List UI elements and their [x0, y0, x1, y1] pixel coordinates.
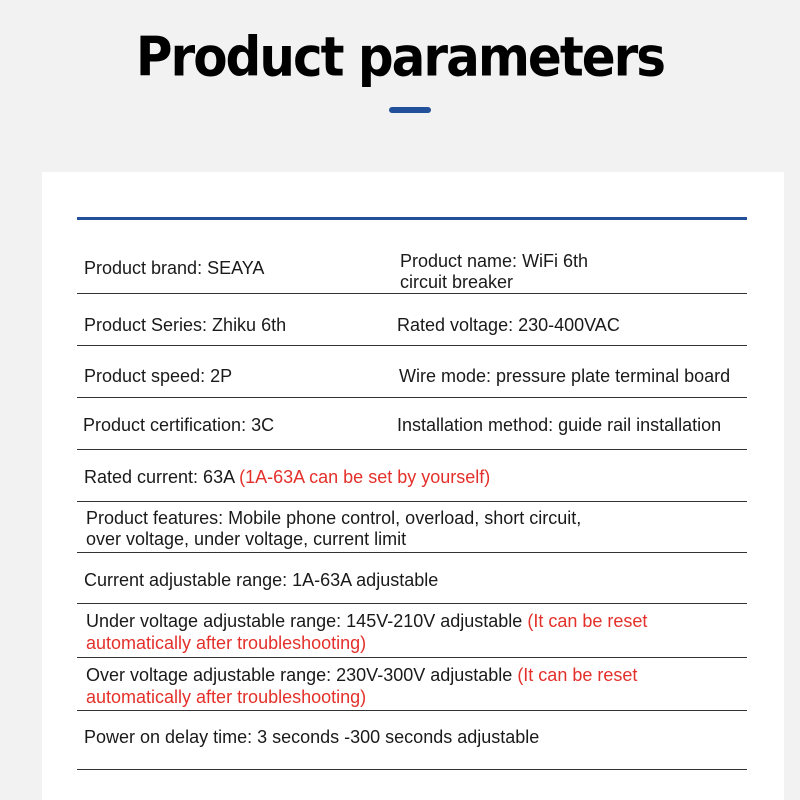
rated-current-note: (1A-63A can be set by yourself): [239, 467, 491, 487]
product-features-line2: over voltage, under voltage, current limit: [86, 529, 407, 549]
over-voltage-range: [86, 665, 637, 686]
rated-current: [84, 467, 490, 488]
under-voltage-note1: (It can be reset: [527, 611, 648, 631]
current-adjustable-range: Current adjustable range: 1A-63A adjustable: [84, 570, 439, 590]
row-divider: [77, 710, 747, 711]
title-underline: [389, 107, 431, 113]
product-name-line2: circuit breaker: [400, 272, 514, 292]
row-divider: [77, 552, 747, 553]
installation-method: Installation method: guide rail installation: [397, 415, 722, 435]
row-divider: [77, 603, 747, 604]
product-features-line1: Product features: Mobile phone control, overload, short circuit,: [86, 508, 582, 528]
product-certification: Product certification: 3C: [83, 415, 275, 435]
wire-mode: Wire mode: pressure plate terminal board: [399, 366, 731, 386]
product-name-line1: Product name: WiFi 6th: [400, 251, 589, 271]
row-divider: [77, 657, 747, 658]
row-divider: [77, 293, 747, 294]
over-voltage-note1: (It can be reset: [517, 665, 638, 685]
row-divider: [77, 345, 747, 346]
under-voltage-range: [86, 611, 647, 632]
under-voltage-value: Under voltage adjustable range: 145V-210V adjustable: [86, 611, 523, 631]
card-top-divider: [77, 217, 747, 220]
row-divider: [77, 397, 747, 398]
row-divider: [77, 501, 747, 502]
power-on-delay: Power on delay time: 3 seconds -300 seconds adjustable: [84, 727, 540, 747]
row-divider: [77, 769, 747, 770]
product-speed: Product speed: 2P: [84, 366, 233, 386]
product-series: Product Series: Zhiku 6th: [84, 315, 287, 335]
row-divider: [77, 449, 747, 450]
page-title: Product parameters: [135, 25, 665, 89]
over-voltage-note2: automatically after troubleshooting): [86, 687, 367, 707]
rated-current-value: Rated current: 63A: [84, 467, 235, 487]
product-brand: Product brand: SEAYA: [84, 258, 265, 278]
over-voltage-value: Over voltage adjustable range: 230V-300V adjustable: [86, 665, 513, 685]
rated-voltage: Rated voltage: 230-400VAC: [397, 315, 620, 335]
under-voltage-note2: automatically after troubleshooting): [86, 633, 367, 653]
